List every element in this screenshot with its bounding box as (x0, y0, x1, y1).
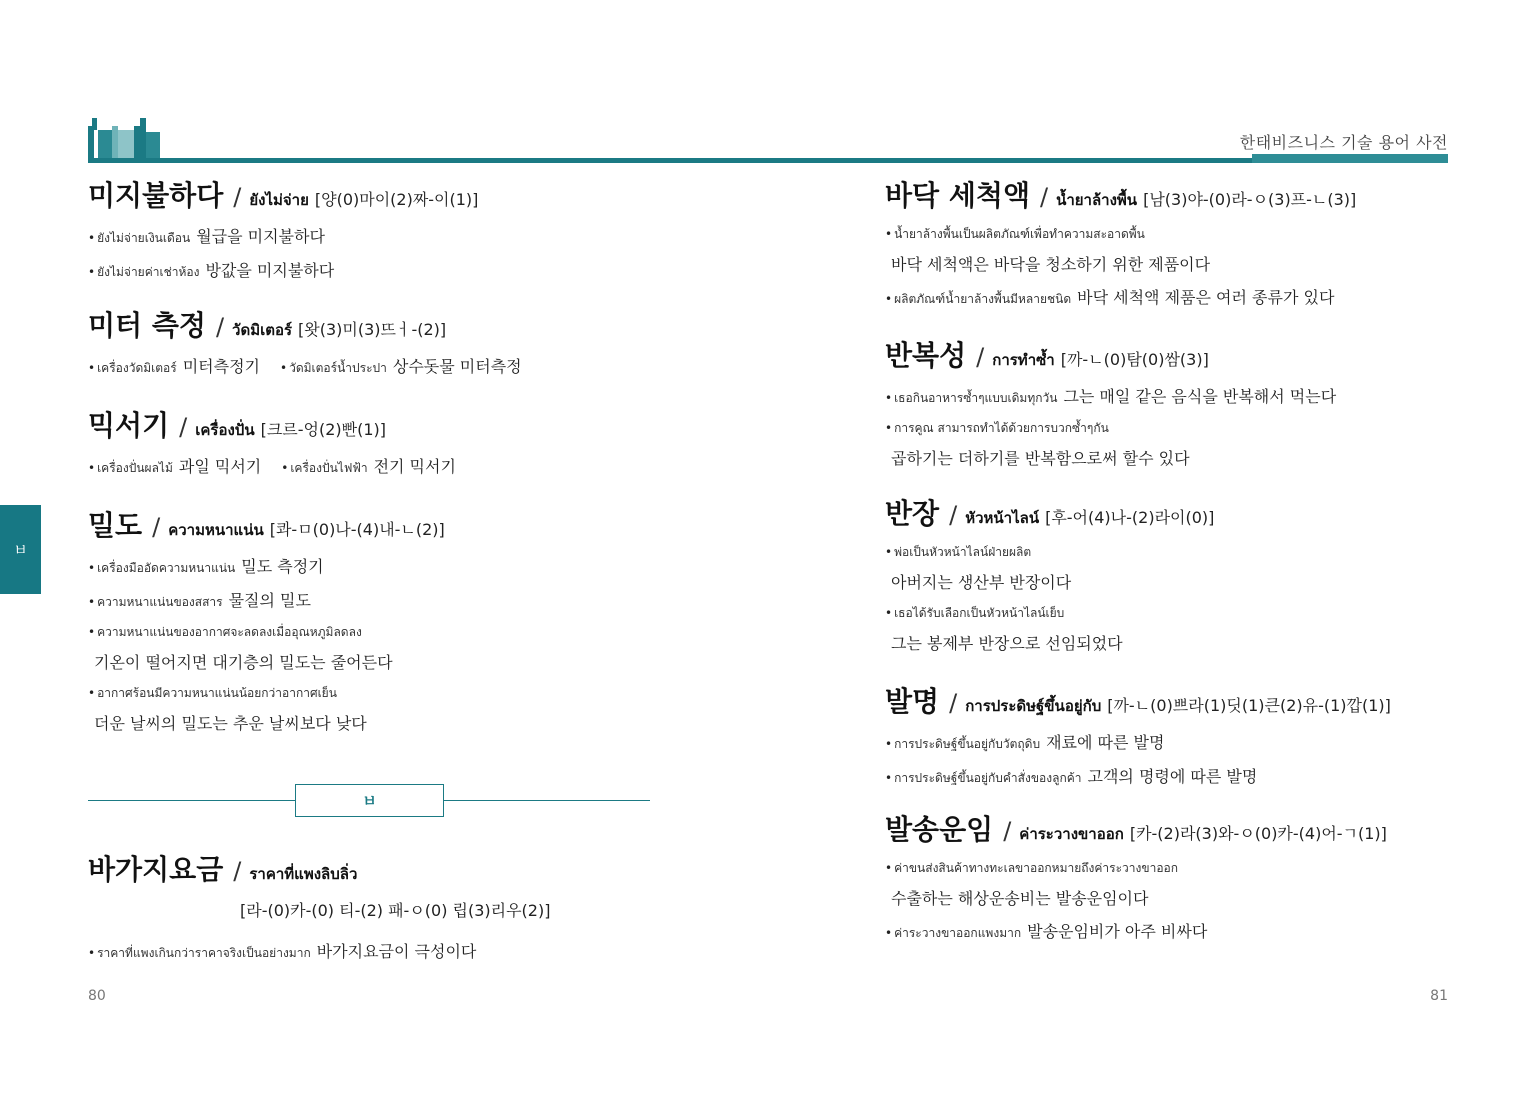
entry-pronunciation: [후-어(4)나-(2)라이(0)] (1045, 508, 1215, 527)
example-line: • อากาศร้อนมีความหนาแน่นน้อยกว่าอากาศเย็น (88, 686, 337, 700)
book-title: 한태비즈니스 기술 용어 사전 (1239, 133, 1448, 152)
entry-pronunciation: [라-(0)카-(0) 티-(2) 패-ㅇ(0) 립(3)리우(2)] (240, 901, 551, 920)
dictionary-entry (88, 504, 728, 734)
entry-term: 믹서기 (88, 409, 170, 442)
example-line: • เธอกินอาหารซ้ำๆแบบเดิมทุกวัน 그는 매일 같은 음식을 반복해서 먹는다 (885, 387, 1337, 406)
entry-term: 바닥 세척액 (885, 179, 1030, 212)
separator: / (1040, 183, 1049, 211)
separator: / (179, 413, 188, 441)
entry-pronunciation: [카-(2)라(3)와-ㅇ(0)카-(4)어-ㄱ(1)] (1129, 824, 1387, 843)
entry-pronunciation: [양(0)마이(2)짜-이(1)] (314, 190, 479, 209)
example-translation: 곱하기는 더하기를 반복함으로써 할수 있다 (891, 449, 1190, 468)
page-number-left: 80 (88, 988, 106, 1004)
entry-term: 미터 측정 (88, 309, 206, 342)
example-translation: 아버지는 생산부 반장이다 (891, 573, 1072, 592)
entry-term: 바가지요금 (88, 853, 224, 886)
entry-pronunciation: [콰-ㅁ(0)나-(4)내-ㄴ(2)] (269, 520, 445, 539)
dictionary-entry (885, 680, 1525, 788)
dictionary-entry (885, 334, 1525, 469)
entry-thai: ความหนาแน่น (168, 521, 264, 539)
bookshelf-logo-icon (88, 118, 160, 162)
example-translation: 바닥 세척액은 바닥을 청소하기 위한 제품이다 (891, 255, 1211, 274)
separator: / (233, 183, 242, 211)
example-translation: 수출하는 해상운송비는 발송운임이다 (891, 889, 1149, 908)
entry-thai: หัวหน้าไลน์ (965, 509, 1040, 527)
entry-pronunciation: [왓(3)미(3)뜨ㅓ-(2)] (298, 320, 447, 339)
index-tab[interactable]: ㅂ (0, 505, 41, 594)
example-line: • ยังไม่จ่ายเงินเดือน 월급을 미지불하다 (88, 227, 325, 246)
dictionary-entry (88, 848, 728, 963)
entry-thai: น้ำยาล้างพื้น (1056, 191, 1138, 209)
example-line: • เธอได้รับเลือกเป็นหัวหน้าไลน์เย็บ (885, 606, 1065, 620)
header-accent-bar (1252, 154, 1448, 163)
example-line: • ความหนาแน่นของอากาศจะลดลงเมื่ออุณหภูมิลดลง (88, 625, 362, 639)
entry-term: 반장 (885, 497, 940, 530)
example-line: • การคูณ สามารถทำได้ด้วยการบวกซ้ำๆกัน (885, 421, 1109, 435)
example-line: • ยังไม่จ่ายค่าเช่าห้อง 방값을 미지불하다 (88, 261, 335, 280)
separator: / (215, 313, 225, 341)
entry-term: 미지불하다 (88, 179, 224, 212)
separator: / (1003, 817, 1012, 845)
dictionary-entry (885, 492, 1525, 654)
entry-term: 반복성 (885, 339, 967, 372)
dictionary-entry (88, 174, 728, 282)
example-line: • ค่าระวางขาออกแพงมาก 발송운임비가 아주 비싸다 (885, 922, 1208, 941)
entry-term: 발명 (885, 685, 940, 718)
separator: / (152, 513, 161, 541)
example-line: • ความหนาแน่นของสสาร 물질의 밀도 (88, 591, 311, 610)
example-line: • ราคาที่แพงเกินกว่าราคาจริงเป็นอย่างมาก 바가지요금이 극성이다 (88, 942, 477, 961)
separator: / (976, 343, 985, 371)
example-line: • พ่อเป็นหัวหน้าไลน์ฝ่ายผลิต (885, 545, 1032, 559)
example-line: • การประดิษฐ์ขึ้นอยู่กับวัตถุดิบ 재료에 따른 발명 (885, 733, 1165, 752)
example-line: • เครื่องมืออัดความหนาแน่น 밀도 측정기 (88, 557, 324, 576)
entry-thai: ยังไม่จ่าย (249, 191, 309, 209)
entry-thai: การทำซ้ำ (992, 351, 1055, 369)
entry-pronunciation: [크르-엉(2)빤(1)] (260, 420, 386, 439)
example-line: • เครื่องวัดมิเตอร์ 미터측정기 • วัดมิเตอร์น้ำประปา 상수돗물 미터측정 (88, 357, 522, 376)
entry-pronunciation: [남(3)야-(0)라-ㅇ(3)프-ㄴ(3)] (1143, 190, 1357, 209)
separator: / (949, 501, 958, 529)
separator: / (949, 689, 958, 717)
entry-thai: ราคาที่แพงลิบลิ่ว (249, 865, 358, 883)
section-divider-label: ㅂ (295, 784, 444, 817)
entry-term: 밀도 (88, 509, 143, 542)
entry-thai: ค่าระวางขาออก (1019, 825, 1124, 843)
example-line: • เครื่องปั่นผลไม้ 과일 믹서기 • เครื่องปั่นไฟฟ้า 전기 믹서기 (88, 457, 456, 476)
example-translation: 더운 날씨의 밀도는 추운 날씨보다 낮다 (94, 714, 367, 733)
page-number-right: 81 (1430, 988, 1448, 1004)
example-line: • การประดิษฐ์ขึ้นอยู่กับคำสั่งของลูกค้า 고객의 명령에 따른 발명 (885, 767, 1258, 786)
separator: / (233, 857, 242, 885)
entry-term: 발송운임 (885, 813, 994, 846)
entry-pronunciation: [까-ㄴ(0)탐(0)쌈(3)] (1060, 350, 1209, 369)
header-rule (88, 158, 1448, 163)
dictionary-entry (885, 808, 1525, 943)
entry-thai: เครื่องปั่น (195, 421, 255, 439)
dictionary-entry (88, 304, 728, 378)
example-line: • ค่าขนส่งสินค้าทางทะเลขาออกหมายถึงค่าระวางขาออก (885, 861, 1178, 875)
dictionary-entry (885, 174, 1525, 309)
example-line: • ผลิตภัณฑ์น้ำยาล้างพื้นมีหลายชนิด 바닥 세척액 제품은 여러 종류가 있다 (885, 288, 1335, 307)
entry-thai: การประดิษฐ์ขึ้นอยู่กับ (965, 697, 1102, 715)
entry-thai: วัดมิเตอร์ (232, 321, 293, 339)
dictionary-entry (88, 404, 728, 478)
example-translation: 기온이 떨어지면 대기층의 밀도는 줄어든다 (94, 653, 393, 672)
example-translation: 그는 봉제부 반장으로 선임되었다 (891, 634, 1123, 653)
example-line: • น้ำยาล้างพื้นเป็นผลิตภัณฑ์เพื่อทำความสะอาดพื้น (885, 227, 1145, 241)
entry-pronunciation: [까-ㄴ(0)쁘라(1)딧(1)큰(2)유-(1)깝(1)] (1107, 696, 1391, 715)
